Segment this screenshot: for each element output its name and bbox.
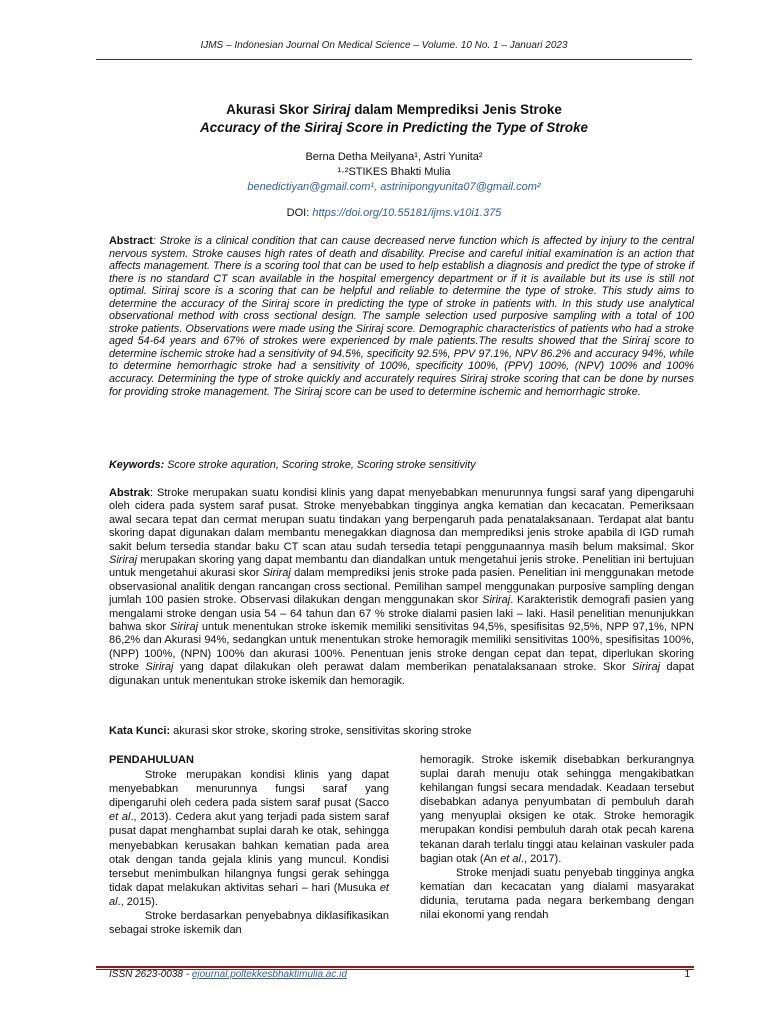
article-title: [96, 101, 692, 137]
doi-label: DOI:: [286, 207, 313, 219]
title-english: Accuracy of the Siriraj Score in Predicting the Type of Stroke: [200, 120, 588, 135]
body-column-right: [420, 753, 694, 922]
author-names: Berna Detha Meilyana¹, Astri Yunita²: [305, 151, 483, 163]
section-heading: PENDAHULUAN: [109, 754, 194, 766]
author-affiliation: ¹·²STIKES Bhakti Mulia: [337, 166, 451, 178]
body-paragraph: Stroke merupakan kondisi klinis yang dapat menyebabkan menurunnya fungsi saraf yang dipengaruhi oleh cedera pada sistem saraf pusat (Sacco et al., 2013). Cedera akut yang terjadi pada sistem saraf pusat dapat menghambat suplai darah ke otak, sehingga menyebabkan kerusakan bahkan kematian pada area otak dengan tanda gejala klinis yang muncul. Kondisi tersebut menimbulkan hilangnya fungsi gerak sehingga tidak dapat melakukan aktivitas sehari – hari (Musuka et al., 2015).: [109, 769, 389, 908]
title-indonesian: Akurasi Skor Siriraj dalam Memprediksi Jenis Stroke: [226, 102, 562, 117]
author-block: [96, 150, 692, 195]
page-number: 1: [684, 969, 690, 980]
keywords-indonesian: Kata Kunci: akurasi skor stroke, skoring stroke, sensitivitas skoring stroke: [109, 725, 472, 737]
footer-journal-link[interactable]: ejournal.poltekkesbhaktimulia.ac.id: [191, 969, 347, 980]
body-paragraph: Stroke berdasarkan penyebabnya diklasifikasikan sebagai stroke iskemik dan: [109, 910, 389, 937]
body-paragraph: hemoragik. Stroke iskemik disebabkan berkurangnya suplai darah menuju otak sehingga mengakibatkan kehilangan fungsi secara mendadak. Keadaan tersebut disebabkan adanya penyumbatan di pembuluh darah yang menyuplai oksigen ke otak. Stroke hemoragik merupakan kondisi pembuluh darah otak pecah karena tekanan darah terlalu tinggi atau kelainan vaskuler pada bagian otak (An et al., 2017).: [420, 754, 694, 865]
page-footer: [109, 969, 694, 980]
keywords-english: Keywords: Score stroke aquration, Scoring stroke, Scoring stroke sensitivity: [109, 459, 476, 471]
body-paragraph: Stroke menjadi suatu penyebab tingginya angka kematian dan kecacatan yang dialami masyarakat didunia, terutama pada negara berkembang dengan nilai ekonomi yang rendah: [420, 866, 694, 922]
abstract-english: Abstract: Stroke is a clinical condition that can cause decreased nerve function which is affected by injury to the central nervous system. Stroke causes high rates of death and disability. Precise and careful initial examination is an action that affects management. There is a scoring tool that can be used to help establish a diagnosis and predict the type of stroke if there is no standard CT scan available in the hospital emergency department or if it is available but its use is still not optimal. Siriraj score is a scoring that can be helpful and reliable to determine the type of stroke. This study aims to determine the accuracy of the Siriraj score in predicting the type of stroke in patients with. In this study use analytical observational method with cross sectional design. The sample selection used purposive sampling with a total of 100 stroke patients. Observations were made using the Siriraj score. Demographic characteristics of patients who had a stroke aged 54-64 years and 67% of strokes were experienced by male patients.The results showed that the Siriraj score to determine ischemic stroke had a sensitivity of 94.5%, specificity 92.5%, PPV 97.1%, NPV 86.2% and accuracy 94%, while to determine hemorrhagic stroke had a sensitivity of 100%, specificity 100%, (PPV) 100%, (NPV) 100% and 100% accuracy. Determining the type of stroke quickly and accurately requires Siriraj stroke scoring that can be done by nurses for providing stroke management. The Siriraj score can be used to determine ischemic and hemorrhagic stroke.: [109, 235, 694, 398]
running-header: IJMS – Indonesian Journal On Medical Science – Volume. 10 No. 1 – Januari 2023: [200, 40, 568, 51]
header-divider: [96, 59, 692, 60]
abstract-indonesian: Abstrak: Stroke merupakan suatu kondisi klinis yang dapat menyebabkan menurunnya fungsi saraf yang dipengaruhi oleh cidera pada system saraf pusat. Stroke menyebabkan tingginya angka kematian dan kecacatan. Pemeriksaan awal secara tepat dan cermat merupan suatu tindakan yang berpengaruh pada penatalaksanaan. Terdapat alat bantu skoring dapat digunakan dalam membantu menegakkan diagnosa dan memprediksi jenis stroke apabila di IGD rumah sakit belum tersedia standar baku CT scan atau sudah tersedia tetapi penggunaannya masih belum maksimal. Skor Siriraj merupakan skoring yang dapat membantu dan diandalkan untuk mengetahui jenis stroke. Penelitian ini bertujuan untuk mengetahui akurasi skor Siriraj dalam memprediksi jenis stroke pada pasien. Penelitian ini menggunakan metode observasional analitik dengan rancangan cross sectional. Pemilihan sampel menggunakan purposive sampling dengan jumlah 100 pasien stroke. Observasi dilakukan dengan menggunakan skor Siriraj. Karakteristik demografi pasien yang mengalami stroke dengan usia 54 – 64 tahun dan 67 % stroke dialami pasien laki – laki. Hasil penelitian menunjukkan bahwa skor Siriraj untuk menentukan stroke iskemik memiliki sensitivitas 94,5%, spesifisitas 92,5%, NPP 97,1%, NPN 86,2% dan Akurasi 94%, sedangkan untuk menentukan stroke hemoragik memiliki sensitivitas 100%, spesifisitas 100%, (NPP) 100%, (NPN) 100% dan akurasi 100%. Penentuan jenis stroke dengan cepat dan tepat, diperlukan skoring stroke Siriraj yang dapat dilakukan oleh perawat dalam memberikan penatalaksanaan stroke. Skor Siriraj dapat digunakan untuk menentukan stroke iskemik dan hemoragik.: [109, 487, 695, 687]
footer-divider: [96, 966, 694, 968]
body-column-left: [109, 753, 389, 937]
author-emails[interactable]: benedictiyan@gmail.com¹, astrinipongyunita07@gmail.com²: [247, 181, 541, 193]
doi-line: [96, 207, 692, 219]
doi-link[interactable]: https://doi.org/10.55181/ijms.v10i1.375: [312, 207, 502, 219]
footer-issn: ISSN 2623-0038 -: [109, 969, 192, 980]
